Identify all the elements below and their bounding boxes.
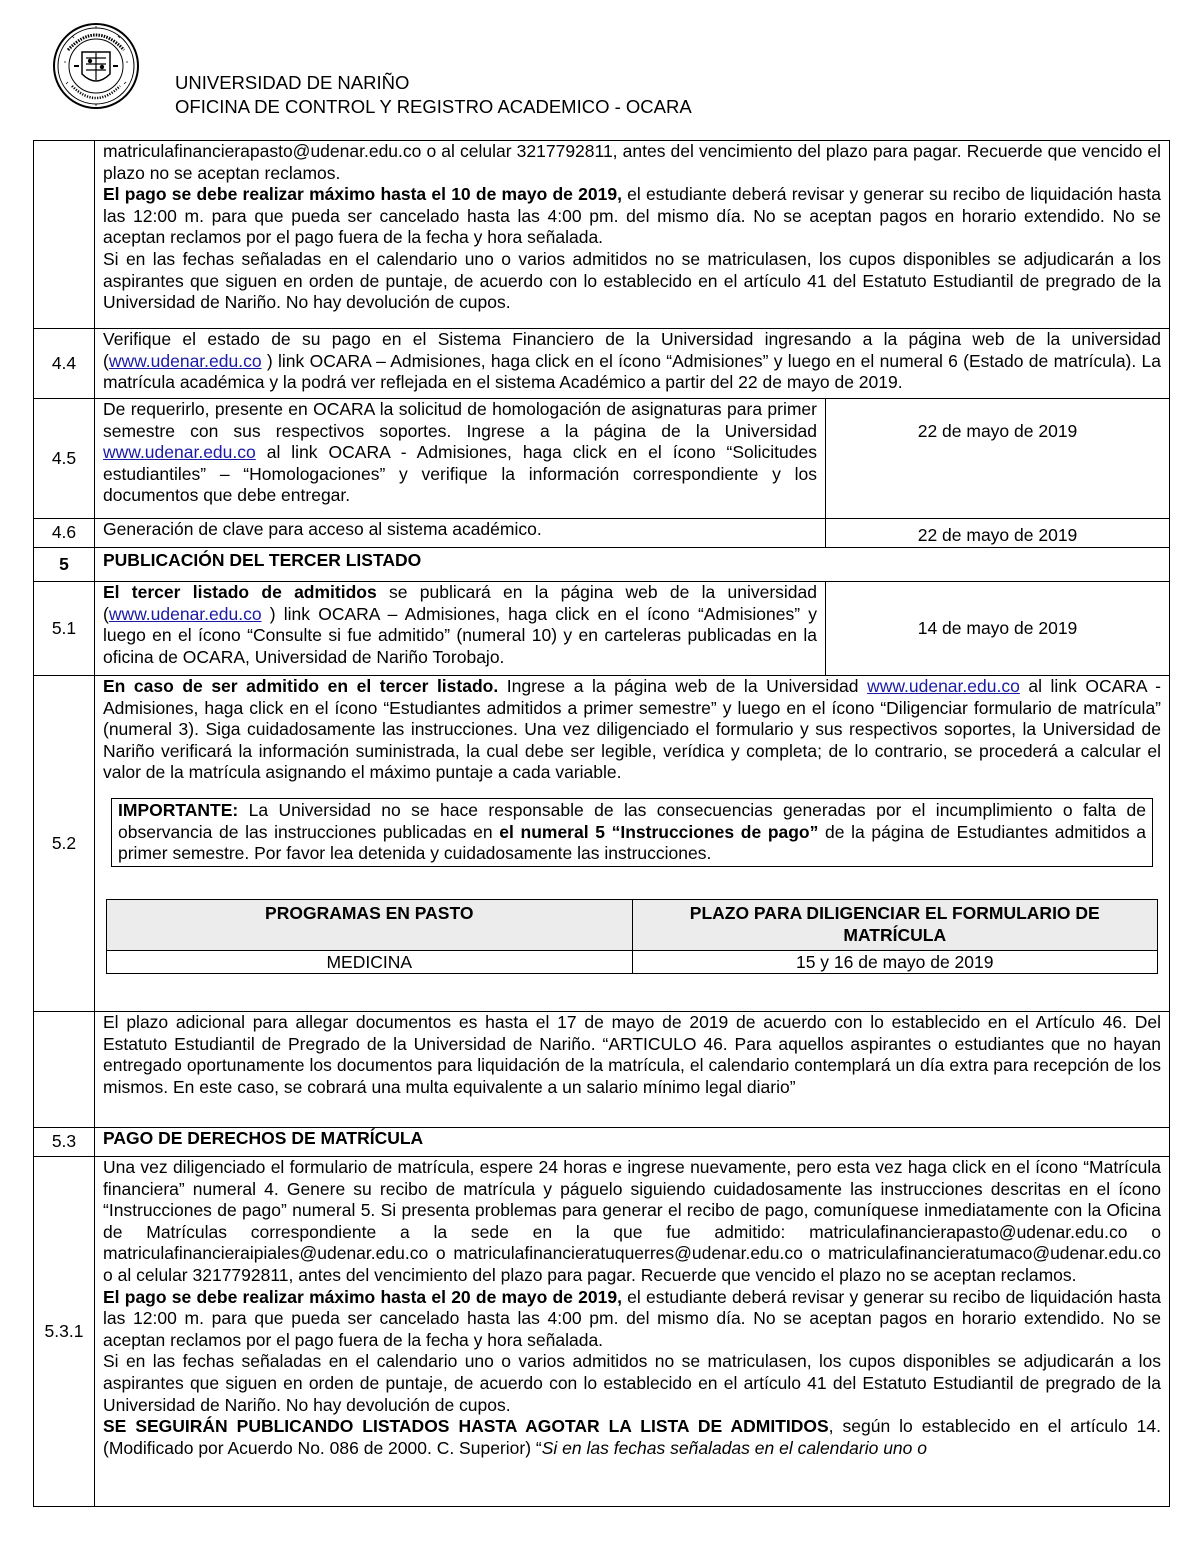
bold-text: El tercer listado de admitidos: [103, 582, 377, 602]
office-name: OFICINA DE CONTROL Y REGISTRO ACADEMICO - OCARA: [175, 96, 692, 117]
row-description: [95, 399, 826, 519]
row-number: 4.5: [34, 399, 95, 519]
row-number: 5.3.1: [34, 1157, 95, 1507]
bold-text: SE SEGUIRÁN PUBLICANDO LISTADOS HASTA AGOTAR LA LISTA DE ADMITIDOS: [103, 1416, 829, 1437]
table-row: [34, 329, 1170, 399]
institution-name: UNIVERSIDAD DE NARIÑO: [175, 72, 410, 93]
row-description: Generación de clave para acceso al sistema académico.: [95, 519, 826, 548]
text: se publicará en la página web de la universidad (: [103, 582, 817, 624]
programs-table-header: [107, 899, 1158, 950]
section-number: 5: [59, 553, 69, 574]
text: al link OCARA - Admisiones, haga click en el ícono “Solicitudes estudiantiles” – “Homologaciones” y verifique la información correspondiente y los documentos que debe entregar.: [103, 442, 817, 506]
program-name: MEDICINA: [107, 950, 633, 973]
paragraph: matriculafinancierapasto@udenar.edu.co o al celular 3217792811, antes del vencimiento del plazo para pagar. Recuerde que vencido el plazo no se aceptan reclamos.: [103, 141, 1162, 183]
text: La Universidad no se hace responsable de las consecuencias generadas por el incumplimiento o falta de observancia de las instrucciones publicadas en: [118, 799, 1147, 842]
column-header: PLAZO PARA DILIGENCIAR EL FORMULARIO DE MATRÍCULA: [632, 899, 1158, 950]
row-number: 5.1: [34, 582, 95, 676]
document-header: [175, 71, 692, 119]
udenar-link[interactable]: www.udenar.edu.co: [108, 350, 262, 371]
table-row: [34, 676, 1170, 1012]
important-notice-box: [111, 798, 1153, 867]
row-date: 14 de mayo de 2019: [826, 582, 1170, 676]
programs-table: [106, 899, 1158, 974]
paragraph: el estudiante deberá revisar y generar su recibo de liquidación hasta las 12:00 m. para que pueda ser cancelado hasta las 4:00 pm. del mismo día. No se aceptan pagos en horario extendido. No se aceptan reclamos por el pago fuera de la fecha y hora señalada.: [103, 184, 1162, 248]
row-number: 4.6: [34, 519, 95, 548]
text: al link OCARA - Admisiones, haga click en el ícono “Estudiantes admitidos a primer semestre” y luego en el ícono “Diligenciar formulario de matrícula” (numeral 3). Siga cuidadosamente las instrucciones. Una vez diligenciado el formulario y sus respectivos soportes, la Universidad de Nariño verificará la información suministrada, la cual debe ser legible, verídica y completa; de lo contrario, se procederá a calcular el valor de la matrícula asignando el máximo puntaje a cada variable.: [103, 676, 1162, 783]
table-row: [34, 1012, 1170, 1128]
table-row: [34, 141, 1170, 329]
section-title-text: PUBLICACIÓN DEL TERCER LISTADO: [103, 550, 422, 570]
paragraph: Si en las fechas señaladas en el calendario uno o varios admitidos no se matriculasen, los cupos disponibles se adjudicarán a los aspirantes que siguen en orden de puntaje, de acuerdo con lo establecido en el artículo 41 del Estatuto Estudiantil de pregrado de la Universidad de Nariño. No hay devolución de cupos.: [103, 248, 1162, 313]
italic-quote: Si en las fechas señaladas en el calendario uno o: [541, 1437, 927, 1458]
bold-text: el numeral 5 “Instrucciones de pago”: [499, 821, 819, 842]
text: De requerirlo, presente en OCARA la solicitud de homologación de asignaturas para primer semestre con sus respectivos soportes. Ingrese a la página de la Universidad: [103, 399, 817, 441]
row-date: 22 de mayo de 2019: [826, 519, 1170, 548]
section-title-text: PAGO DE DERECHOS DE MATRÍCULA: [103, 1128, 424, 1148]
table-row: [34, 1128, 1170, 1157]
table-row: [34, 519, 1170, 548]
university-seal-logo: [52, 22, 140, 110]
text: Ingrese a la página web de la Universidad: [498, 676, 868, 696]
row-number: 4.4: [34, 329, 95, 399]
program-deadline: 15 y 16 de mayo de 2019: [632, 950, 1158, 973]
column-header: PROGRAMAS EN PASTO: [107, 899, 633, 950]
udenar-link[interactable]: www.udenar.edu.co: [103, 442, 256, 463]
table-row: [34, 399, 1170, 519]
udenar-link[interactable]: www.udenar.edu.co: [867, 676, 1020, 696]
calendar-table: [33, 140, 1170, 1507]
row-number: [34, 548, 95, 582]
bold-text: En caso de ser admitido en el tercer listado.: [103, 676, 499, 696]
row-date: 22 de mayo de 2019: [826, 399, 1170, 519]
paragraph: Si en las fechas señaladas en el calendario uno o varios admitidos no se matriculasen, los cupos disponibles se adjudicarán a los aspirantes que siguen en orden de puntaje, de acuerdo con lo establecido en el artículo 41 del Estatuto Estudiantil de pregrado de la Universidad de Nariño. No hay devolución de cupos.: [103, 1351, 1162, 1415]
row-number: 5.2: [34, 676, 95, 1012]
bold-text: El pago se debe realizar máximo hasta el 10 de mayo de 2019,: [103, 184, 622, 205]
row-description: [95, 141, 1170, 329]
programs-table-row: [107, 950, 1158, 973]
text: de la página de Estudiantes admitidos a primer semestre. Por favor lea detenida y cuidadosamente las instrucciones.: [118, 821, 1147, 864]
paragraph: , según lo establecido en el artículo 14. (Modificado por Acuerdo No. 086 de 2000. C. Superior) “: [103, 1416, 1161, 1458]
text: ) link OCARA – Admisiones, haga click en el ícono “Admisiones” y luego en el numeral 6 (Estado de matrícula). La matrícula académica y la podrá ver reflejada en el sistema Académico a partir del 22 de mayo de 2019.: [103, 350, 1162, 393]
paragraph: Una vez diligenciado el formulario de matrícula, espere 24 horas e ingrese nuevamente, pero esta vez haga click en el ícono “Matrícula financiera” numeral 4. Genere su recibo de matrícula y páguelo siguiendo cuidadosamente las instrucciones descritas en el ícono “Instrucciones de pago” numeral 5. Si presenta problemas para generar el recibo de pago, comuníquese inmediatamente con la Oficina de Matrículas correspondiente a la sede en la que fue admitido: matriculafinancierapasto@udenar.edu.co o matriculafinancieraipiales@udenar.edu.co o matriculafinancieratuquerres@udenar.edu.co o matriculafinancieratumaco@udenar.edu.co o al celular 3217792811, antes del vencimiento del plazo para pagar. Recuerde que vencido el plazo no se aceptan reclamos.: [103, 1157, 1162, 1285]
row-number: 5.3: [34, 1128, 95, 1157]
row-description: El plazo adicional para allegar documentos es hasta el 17 de mayo de 2019 de acuerdo con lo establecido en el Artículo 46. Del Estatuto Estudiantil de Pregrado de la Universidad de Nariño. “ARTICULO 46. Para aquellos aspirantes o estudiantes que no hayan entregado oportunamente los documentos para liquidación de la matrícula, el calendario contemplará un día extra para recepción de los mismos. En este caso, se cobrará una multa equivalente a un salario mínimo legal diario”: [95, 1012, 1170, 1128]
table-row: [34, 582, 1170, 676]
bold-text: El pago se debe realizar máximo hasta el 20 de mayo de 2019,: [103, 1286, 622, 1307]
row-description: [95, 582, 826, 676]
table-row: [34, 548, 1170, 582]
section-title: [95, 548, 1170, 582]
section-title: [95, 1128, 1170, 1157]
row-description: [95, 1157, 1170, 1507]
text: Verifique el estado de su pago en el Sistema Financiero de la Universidad ingresando a la página web de la universidad (: [103, 329, 1162, 371]
row-number: [34, 141, 95, 329]
table-row: [34, 1157, 1170, 1507]
text: ) link OCARA – Admisiones, haga click en el ícono “Admisiones” y luego en el ícono “Consulte si fue admitido” (numeral 10) y en carteleras publicadas en la oficina de OCARA, Universidad de Nariño Torobajo.: [103, 603, 817, 667]
udenar-link[interactable]: www.udenar.edu.co: [108, 603, 262, 624]
row-number: [34, 1012, 95, 1128]
paragraph: el estudiante deberá revisar y generar su recibo de liquidación hasta las 12:00 m. para que pueda ser cancelado hasta las 4:00 pm. del mismo día. No se aceptan pagos en horario extendido. No se aceptan reclamos por el pago fuera de la fecha y hora señalada.: [103, 1286, 1162, 1350]
row-description: [95, 676, 1170, 1012]
row-description: [95, 329, 1170, 399]
important-label: IMPORTANTE:: [118, 799, 239, 820]
